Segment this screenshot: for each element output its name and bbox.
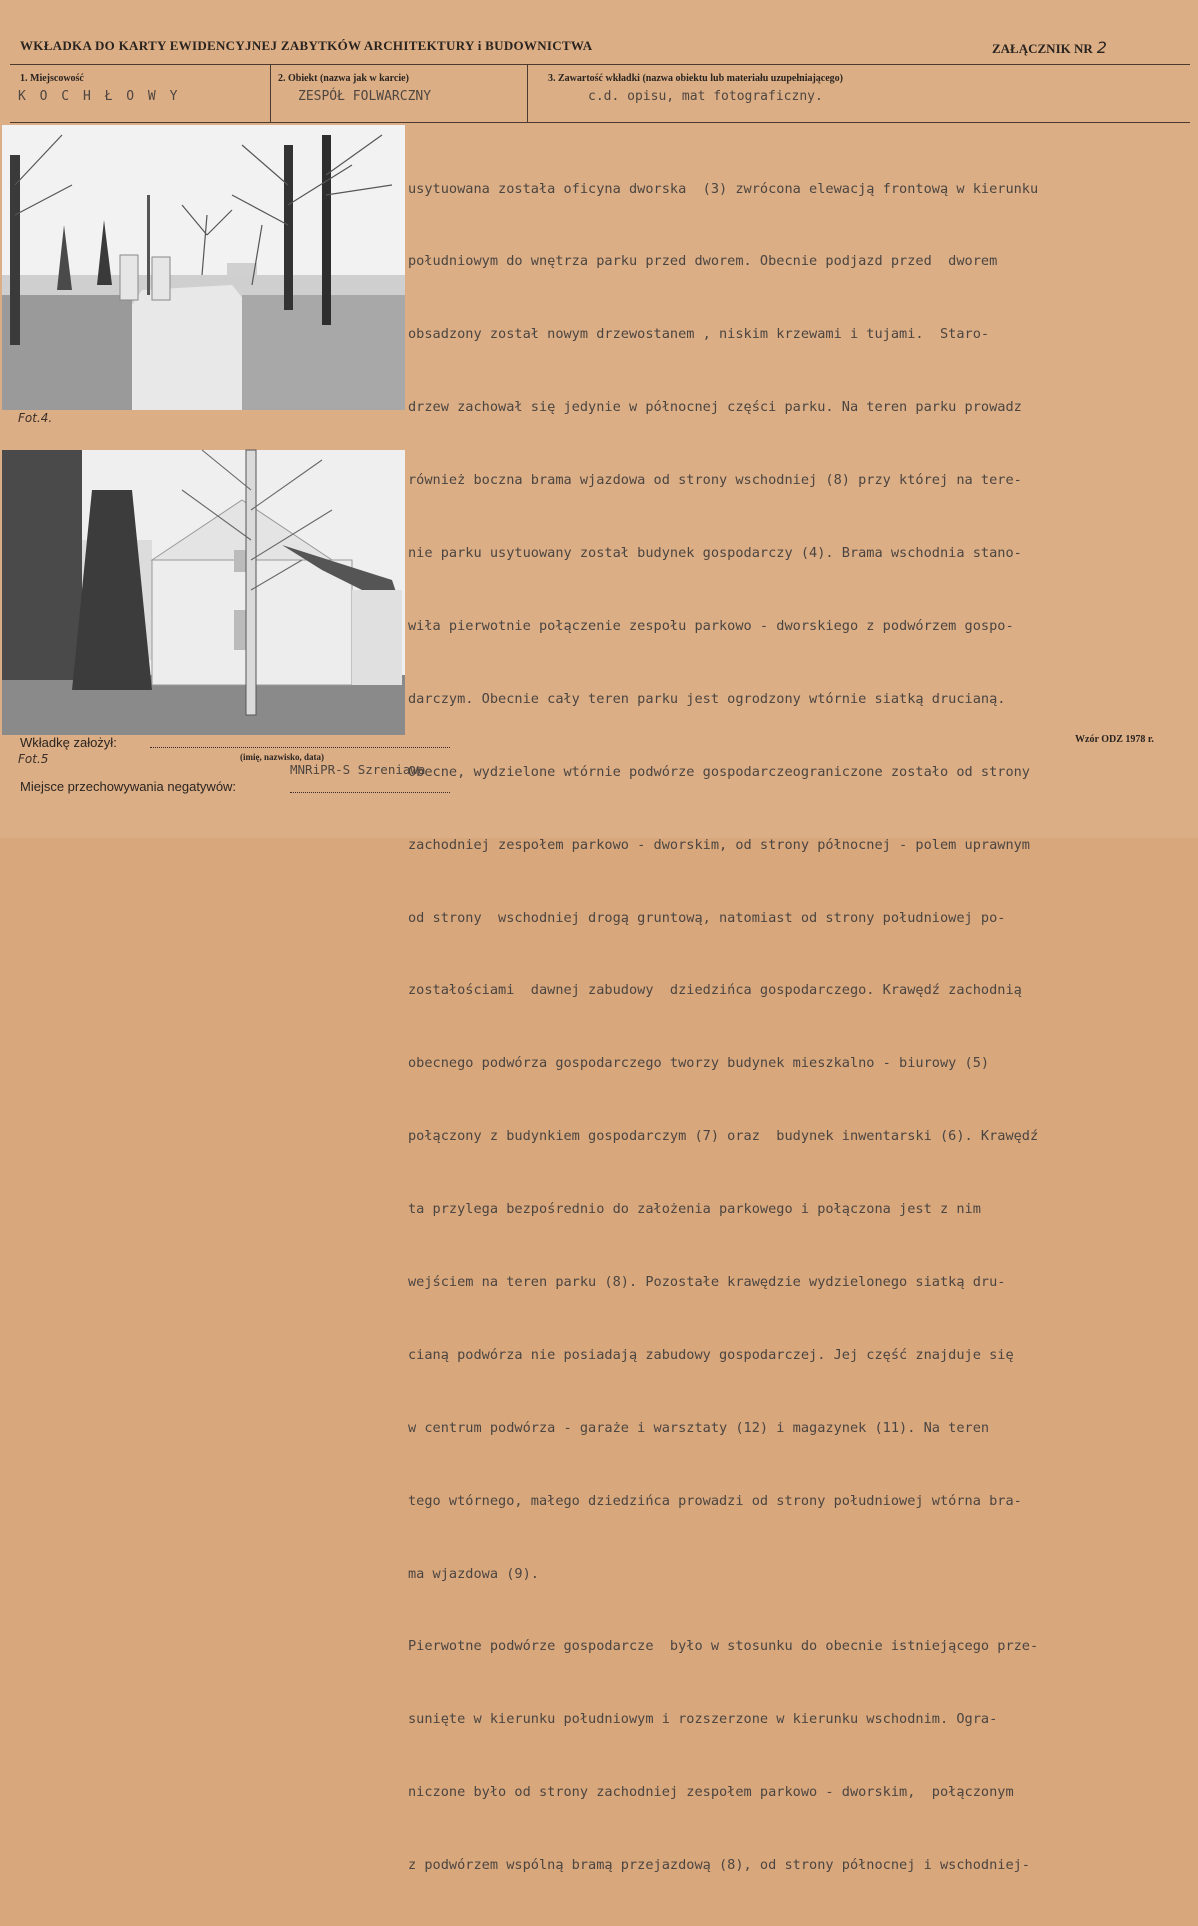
text-line: sunięte w kierunku południowym i rozszerzone w kierunku wschodnim. Ogra- (408, 1711, 998, 1728)
locality-value: K O C H Ł O W Y (18, 89, 181, 104)
text-line: drzew zachował się jedynie w północnej części parku. Na teren parku prowadz (408, 399, 1022, 416)
photo-residential-building (2, 450, 405, 735)
text-line: w centrum podwórza - garaże i warsztaty (12) i magazynek (11). Na teren (408, 1419, 990, 1436)
text-line: nie parku usytuowany został budynek gospodarczy (4). Brama wschodnia stano- (408, 545, 1022, 562)
text-line: połączony z budynkiem gospodarczym (7) oraz budynek inwentarski (6). Krawędź (408, 1128, 1039, 1145)
text-line: zostałościami dawnej zabudowy dziedzińca gospodarczego. Krawędź zachodnią (408, 982, 1022, 999)
text-line: usytuowana została oficyna dworska (3) zwrócona elewacją frontową w kierunku (408, 180, 1039, 197)
text-line: wiła pierwotnie połączenie zespołu parkowo - dworskiego z podwórzem gospo- (408, 617, 1014, 634)
header-rule-bottom (10, 122, 1190, 123)
photo-caption-4: Fot.4. (18, 411, 53, 425)
field-divider-2 (527, 65, 528, 122)
locality-label: 1. Miejscowość (20, 73, 84, 84)
text-line: ta przylega bezpośrednio do założenia parkowego i połączona jest z nim (408, 1201, 981, 1218)
text-line: obsadzony został nowym drzewostanem , niskim krzewami i tujami. Staro- (408, 326, 990, 343)
text-line: obecnego podwórza gospodarczego tworzy budynek mieszkalno - biurowy (5) (408, 1055, 990, 1072)
content-label: 3. Zawartość wkładki (nazwa obiektu lub materiału uzupełniającego) (548, 73, 844, 84)
text-line: zachodniej zespołem parkowo - dworskim, od strony północnej - polem uprawnym (408, 836, 1030, 853)
author-hint: (imię, nazwisko, data) (240, 752, 324, 762)
text-line: tego wtórnego, małego dziedzińca prowadzi od strony południowej wtórna bra- (408, 1492, 1022, 1509)
text-line: południowym do wnętrza parku przed dworem. Obecnie podjazd przed dworem (408, 253, 998, 270)
annex-number-value: 2 (1096, 38, 1107, 57)
header-rule-top (10, 64, 1190, 65)
photo-residential-building-image (2, 450, 405, 735)
object-value: ZESPÓŁ FOLWARCZNY (298, 89, 432, 104)
text-line: niczone było od strony zachodniej zespołem parkowo - dworskim, połączonym (408, 1784, 1014, 1801)
text-line: z podwórzem wspólną bramą przejazdową (8), od strony północnej i wschodniej- (408, 1857, 1030, 1874)
description-text (408, 128, 1188, 1926)
text-line: od strony wschodniej drogą gruntową, natomiast od strony południowej po- (408, 909, 1006, 926)
author-label: Wkładkę założył: (20, 735, 117, 750)
form-title: WKŁADKA DO KARTY EWIDENCYJNEJ ZABYTKÓW ARCHITEKTURY i BUDOWNICTWA (20, 38, 593, 53)
photo-caption-5: Fot.5 (18, 752, 49, 766)
annex-label: ZAŁĄCZNIK NR (992, 41, 1093, 56)
text-line: darczym. Obecnie cały teren parku jest ogrodzony wtórnie siatką drucianą. (408, 690, 1006, 707)
text-line: cianą podwórza nie posiadają zabudowy gospodarczej. Jej część znajduje się (408, 1346, 1014, 1363)
text-line: wejściem na teren parku (8). Pozostałe krawędzie wydzielonego siatką dru- (408, 1273, 1006, 1290)
storage-label: Miejsce przechowywania negatywów: (20, 779, 237, 794)
form-code: Wzór ODZ 1978 r. (1075, 734, 1154, 745)
storage-line (290, 792, 450, 793)
object-label: 2. Obiekt (nazwa jak w karcie) (278, 73, 409, 84)
text-line: również boczna brama wjazdowa od strony wschodniej (8) przy której na tere- (408, 472, 1022, 489)
photo-park-gate (2, 125, 405, 410)
text-line: Obecne, wydzielone wtórnie podwórze gospodarczeograniczone zostało od strony (408, 763, 1030, 780)
field-divider-1 (270, 65, 271, 122)
author-line (150, 747, 450, 748)
photo-park-gate-image (2, 125, 405, 410)
annex-number (992, 38, 1107, 57)
text-line: ma wjazdowa (9). (408, 1565, 539, 1582)
storage-value: MNRiPR-S Szreniawa (290, 762, 426, 777)
content-value: c.d. opisu, mat fotograficzny. (588, 89, 823, 104)
text-line: Pierwotne podwórze gospodarcze było w stosunku do obecnie istniejącego prze- (408, 1638, 1039, 1655)
